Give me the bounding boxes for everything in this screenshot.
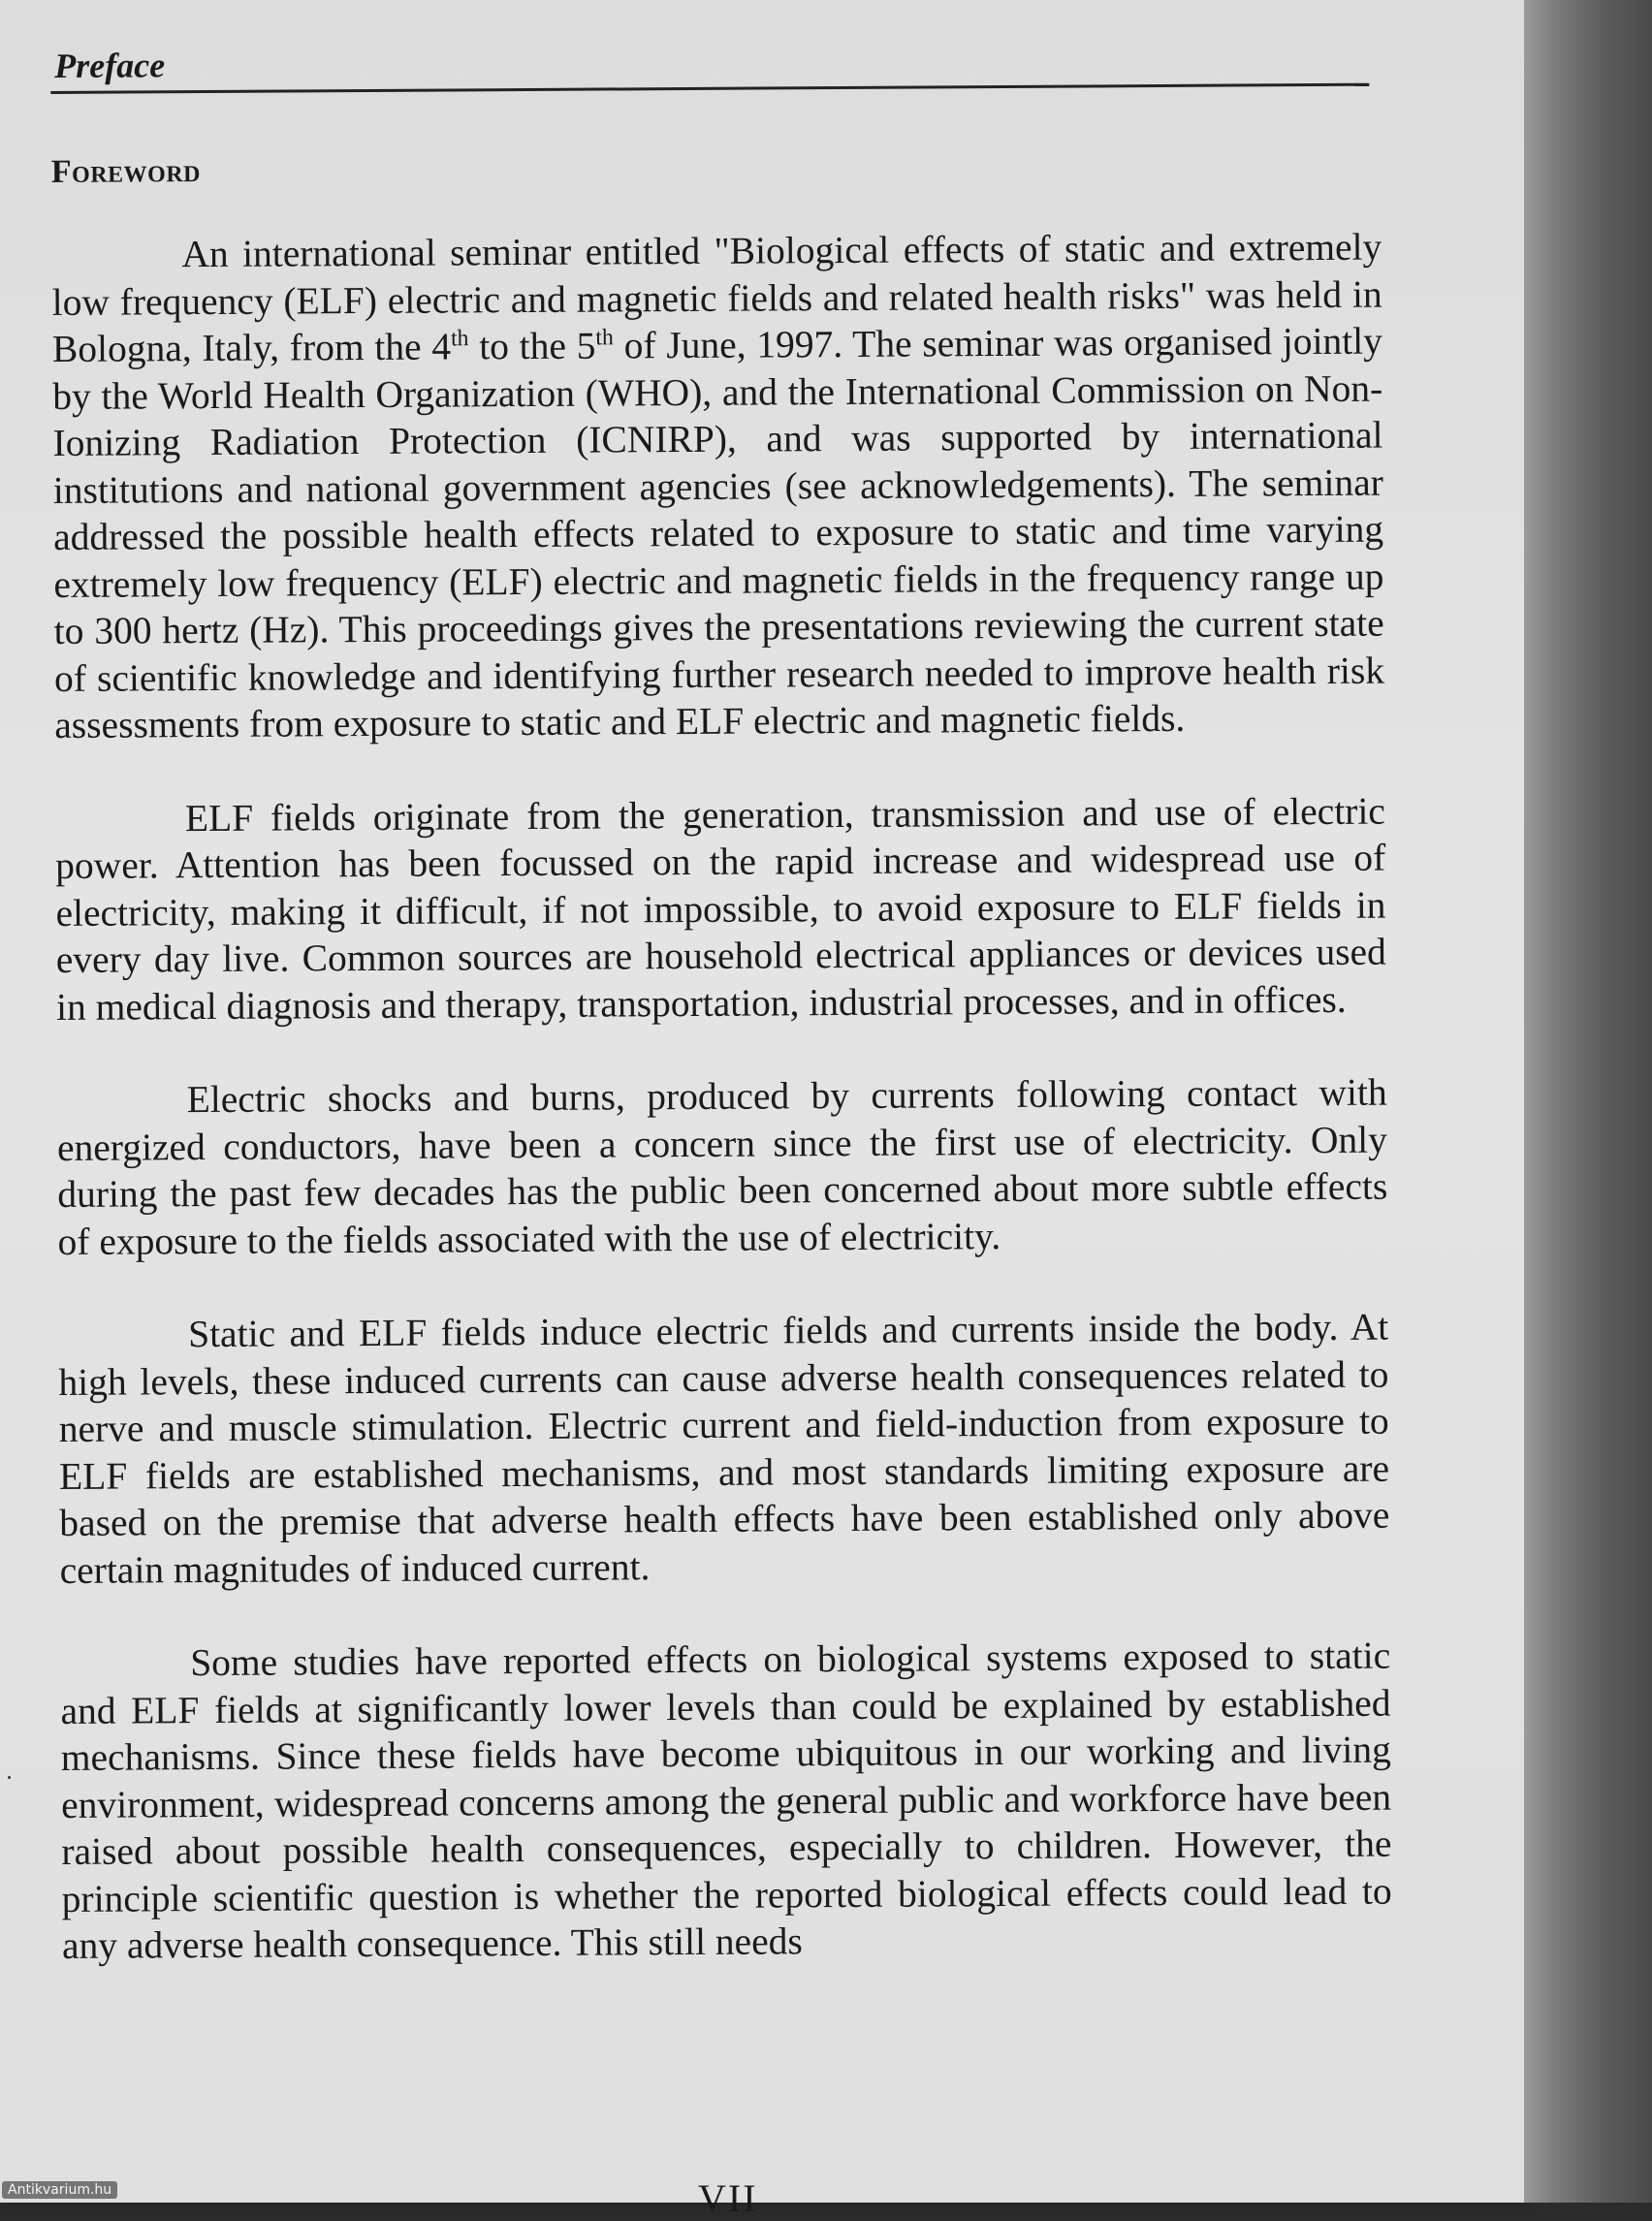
paragraph-3: Electric shocks and burns, produced by currents following contact with energized conductors, have been a concern since the first use of electricity. Only during the past few decades has the public been concerned about more subtle effects of exposure to the fields associated with the use of electricity. <box>56 1070 1388 1263</box>
paragraph-1-part-2: to the 5 <box>468 324 596 368</box>
header-rule <box>50 83 1369 94</box>
paragraph-1 <box>51 224 1384 749</box>
page-number: VII <box>698 2176 758 2220</box>
ordinal-suffix-5th: th <box>595 325 614 351</box>
section-title: Foreword <box>50 153 202 190</box>
running-head: Preface <box>54 46 166 85</box>
paper-speck <box>8 1776 11 1779</box>
watermark-label: Antikvarium.hu <box>2 2181 117 2199</box>
paragraph-1-part-1: An international seminar entitled "Biological effects of static and extremely low frequency (ELF) electric and magnetic fields and related health risks" was held in Bologna, Italy, from the 4 <box>51 225 1382 370</box>
page-edge-shadow <box>1524 0 1652 2203</box>
paragraph-2: ELF fields originate from the generation, transmission and use of electric power. Attention has been focussed on the rapid increase and widespread use of electricity, making it difficult, if not impossible, to avoid exposure to ELF fields in every day live. Common sources are household electrical appliances or devices used in medical diagnosis and therapy, transportation, industrial processes, and in offices. <box>55 789 1386 1029</box>
paragraph-1-part-3: of June, 1997. The seminar was organised jointly by the World Health Organization (WHO), and the International Commission on Non-Ionizing Radiation Protection (ICNIRP), and was supported by international institutions and national government agencies (see acknowledgements). The seminar addressed the possible health effects related to exposure to static and time varying extremely low frequency (ELF) electric and magnetic fields in the frequency range up to 300 hertz (Hz). This proceedings gives the presentations reviewing the current state of scientific knowledge and identifying further research needed to improve health risk assessments from exposure to static and ELF electric and magnetic fields. <box>52 319 1385 746</box>
paragraph-4: Static and ELF fields induce electric fields and currents inside the body. At high levels, these induced currents can cause adverse health consequences related to nerve and muscle stimulation. Electric current and field-induction from exposure to ELF fields are established mechanisms, and most standards limiting exposure are based on the premise that adverse health effects have been established only above certain magnitudes of induced current. <box>58 1305 1390 1592</box>
page-content <box>50 31 1392 1970</box>
paragraph-5: Some studies have reported effects on biological systems exposed to static and ELF fields at significantly lower levels than could be explained by established mechanisms. Since these fields have become ubiquitous in our working and living environment, widespread concerns among the general public and workforce have been raised about possible health consequences, especially to children. However, the principle scientific question is whether the reported biological effects could lead to any adverse health consequence. This still needs <box>60 1634 1392 1967</box>
ordinal-suffix-4th: th <box>450 326 469 352</box>
